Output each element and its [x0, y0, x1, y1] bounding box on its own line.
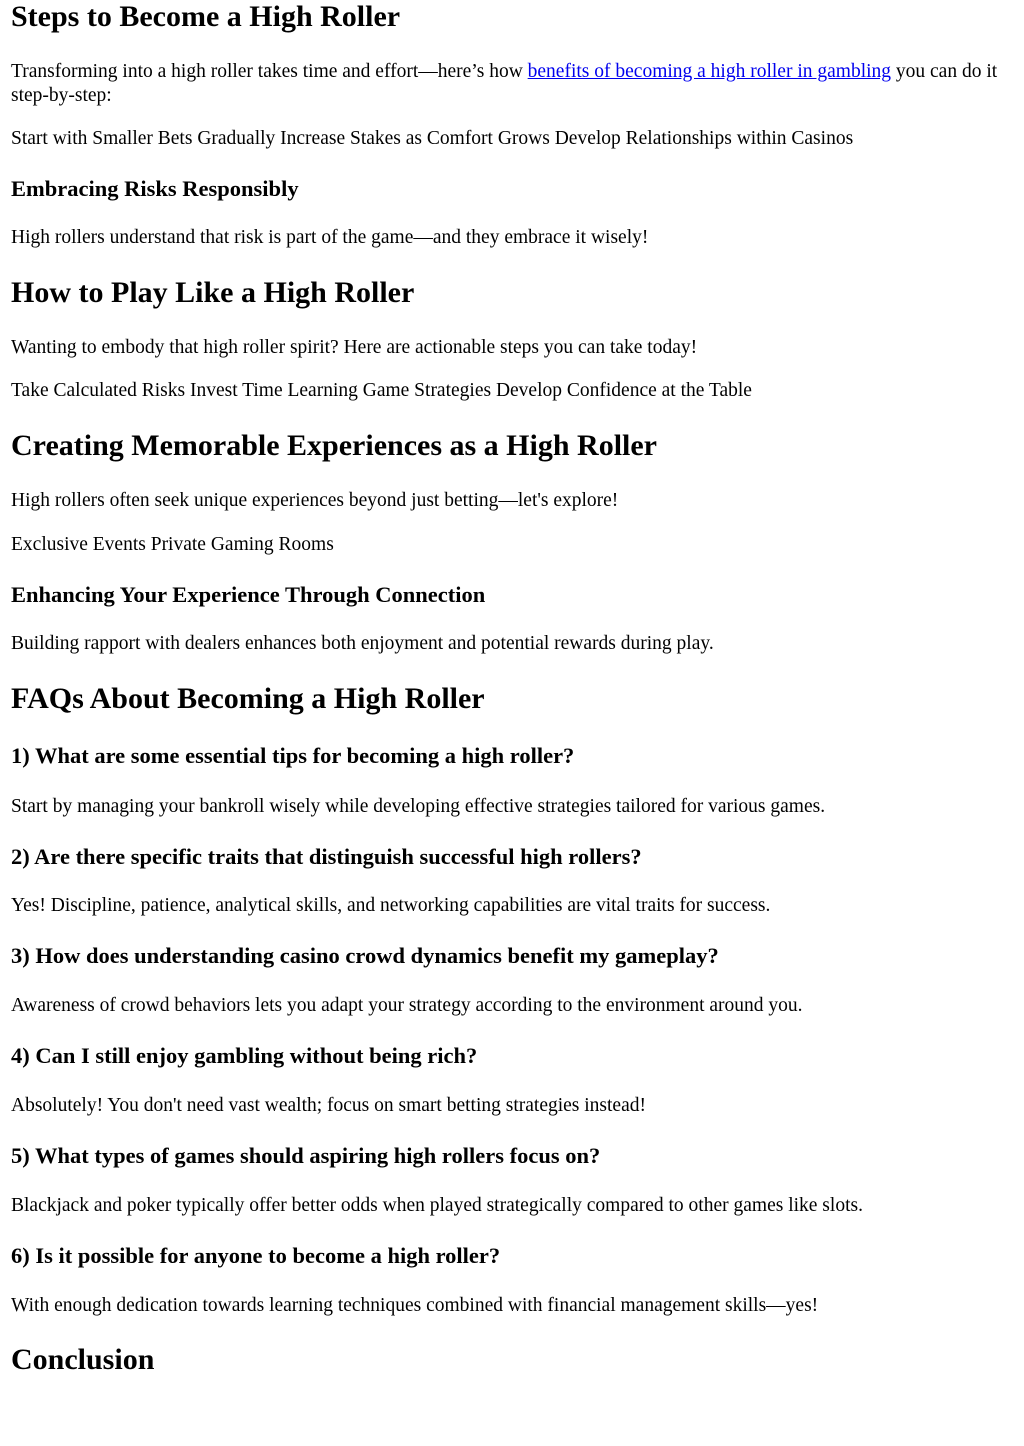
steps-intro-text-before: Transforming into a high roller takes time and effort—here’s how [11, 61, 528, 82]
steps-heading: Steps to Become a High Roller [11, 0, 401, 33]
play-heading: How to Play Like a High Roller [11, 276, 415, 309]
steps-intro-paragraph [11, 60, 1019, 108]
faq-answer: Start by managing your bankroll wisely while developing effective strategies tailored for various games. [11, 796, 826, 817]
play-intro-text: Wanting to embody that high roller spirit? Here are actionable steps you can take today! [11, 337, 698, 358]
faq-answer: Awareness of crowd behaviors lets you adapt your strategy according to the environment around you. [11, 995, 803, 1016]
play-list-line: Take Calculated Risks Invest Time Learning Game Strategies Develop Confidence at the Table [11, 380, 752, 401]
faq-question: 1) What are some essential tips for becoming a high roller? [11, 743, 575, 768]
faq-question: 3) How does understanding casino crowd dynamics benefit my gameplay? [11, 943, 719, 968]
experiences-intro-text: High rollers often seek unique experiences beyond just betting—let's explore! [11, 490, 619, 511]
faqs-heading: FAQs About Becoming a High Roller [11, 682, 485, 715]
faq-answer: Absolutely! You don't need vast wealth; focus on smart betting strategies instead! [11, 1095, 646, 1116]
faq-answer: Yes! Discipline, patience, analytical skills, and networking capabilities are vital traits for success. [11, 895, 771, 916]
faq-question: 2) Are there specific traits that distinguish successful high rollers? [11, 844, 642, 869]
faq-answer: Blackjack and poker typically offer better odds when played strategically compared to other games like slots. [11, 1195, 863, 1216]
faq-question: 4) Can I still enjoy gambling without being rich? [11, 1043, 478, 1068]
faq-answer: With enough dedication towards learning techniques combined with financial management skills—yes! [11, 1295, 819, 1316]
benefits-high-roller-link[interactable]: benefits of becoming a high roller in gambling [527, 61, 892, 82]
experiences-list-line: Exclusive Events Private Gaming Rooms [11, 534, 334, 555]
conclusion-heading: Conclusion [11, 1343, 155, 1376]
embracing-risks-heading: Embracing Risks Responsibly [11, 176, 299, 201]
embracing-risks-text: High rollers understand that risk is part of the game—and they embrace it wisely! [11, 227, 649, 248]
connection-text: Building rapport with dealers enhances both enjoyment and potential rewards during play. [11, 633, 714, 654]
faq-question: 5) What types of games should aspiring high rollers focus on? [11, 1143, 601, 1168]
steps-list-line: Start with Smaller Bets Gradually Increase Stakes as Comfort Grows Develop Relationships within Casinos [11, 128, 854, 149]
faq-question: 6) Is it possible for anyone to become a high roller? [11, 1243, 501, 1268]
steps-intro-text-after: you can do it step-by-step: [11, 61, 998, 106]
experiences-heading: Creating Memorable Experiences as a High Roller [11, 429, 657, 462]
connection-heading: Enhancing Your Experience Through Connection [11, 582, 486, 607]
